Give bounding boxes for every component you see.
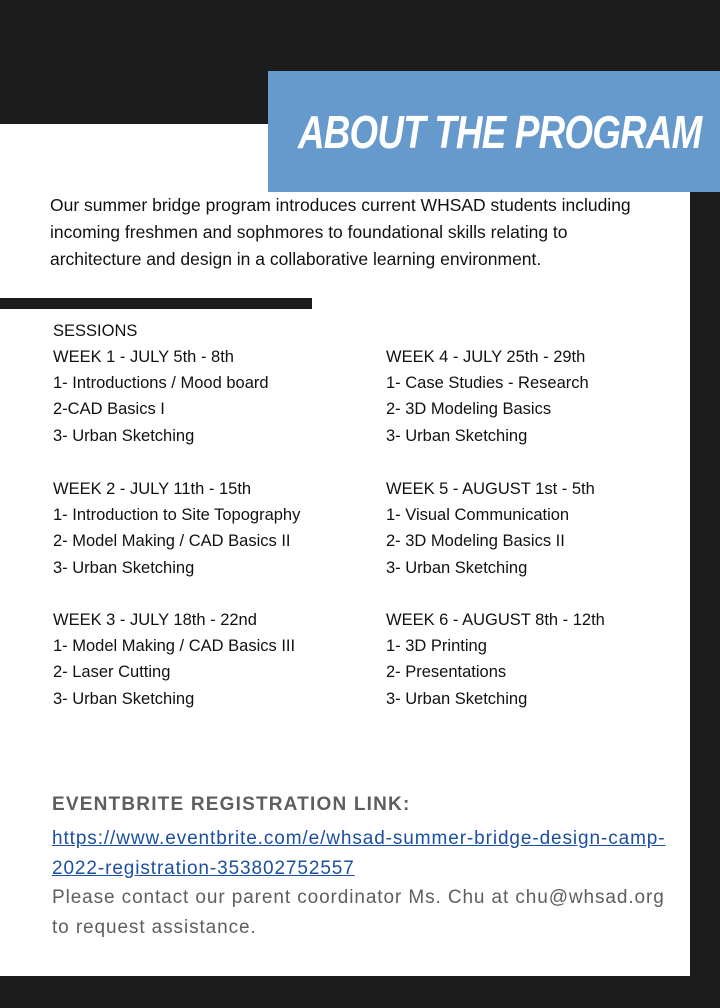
- session-item: 1- Introduction to Site Topography: [53, 506, 301, 525]
- intro-paragraph: Our summer bridge program introduces current WHSAD students including incoming freshmen and sophmores to foundational skills relating to architecture and design in a collaborative learning environment.: [50, 195, 631, 269]
- session-item: 3- Urban Sketching: [386, 426, 528, 445]
- session-item: 1- Model Making / CAD Basics III: [53, 637, 296, 656]
- week-title: WEEK 5 - AUGUST 1st - 5th: [386, 480, 595, 498]
- session-item: 3- Urban Sketching: [386, 558, 528, 577]
- week-block-5: [386, 476, 595, 581]
- week-title: WEEK 4 - JULY 25th - 29th: [386, 348, 586, 366]
- session-item: 2- 3D Modeling Basics II: [386, 532, 565, 551]
- session-item: 2-CAD Basics I: [53, 400, 165, 419]
- week-title: WEEK 3 - JULY 18th - 22nd: [53, 611, 257, 629]
- session-item: 3- Urban Sketching: [386, 689, 528, 708]
- section-divider: [0, 298, 312, 309]
- week-block-2: [53, 476, 300, 581]
- week-block-6: [386, 607, 605, 712]
- sessions-label: SESSIONS: [53, 322, 138, 340]
- registration-link[interactable]: https://www.eventbrite.com/e/whsad-summer-bridge-design-camp-2022-registration-353802752557: [52, 828, 666, 879]
- page-title: ABOUT THE PROGRAM: [298, 105, 702, 158]
- week-block-1: [53, 344, 269, 449]
- week-title: WEEK 2 - JULY 11th - 15th: [53, 480, 252, 498]
- session-item: 2- Model Making / CAD Basics II: [53, 532, 291, 551]
- session-item: 1- Introductions / Mood board: [53, 374, 269, 393]
- week-title: WEEK 1 - JULY 5th - 8th: [53, 348, 234, 366]
- week-title: WEEK 6 - AUGUST 8th - 12th: [386, 611, 605, 629]
- session-item: 1- Case Studies - Research: [386, 374, 589, 393]
- contact-text: Please contact our parent coordinator Ms. Chu at chu@whsad.org to request assistance.: [52, 887, 665, 938]
- title-banner: [268, 71, 720, 192]
- session-item: 1- Visual Communication: [386, 506, 570, 525]
- session-item: 3- Urban Sketching: [53, 689, 195, 708]
- week-block-4: [386, 344, 589, 449]
- session-item: 2- Laser Cutting: [53, 663, 171, 682]
- week-block-3: [53, 607, 295, 712]
- session-item: 2- Presentations: [386, 663, 507, 682]
- session-item: 3- Urban Sketching: [53, 558, 195, 577]
- registration-heading: EVENTBRITE REGISTRATION LINK:: [52, 794, 411, 815]
- session-item: 2- 3D Modeling Basics: [386, 400, 552, 419]
- session-item: 3- Urban Sketching: [53, 426, 195, 445]
- session-item: 1- 3D Printing: [386, 637, 487, 656]
